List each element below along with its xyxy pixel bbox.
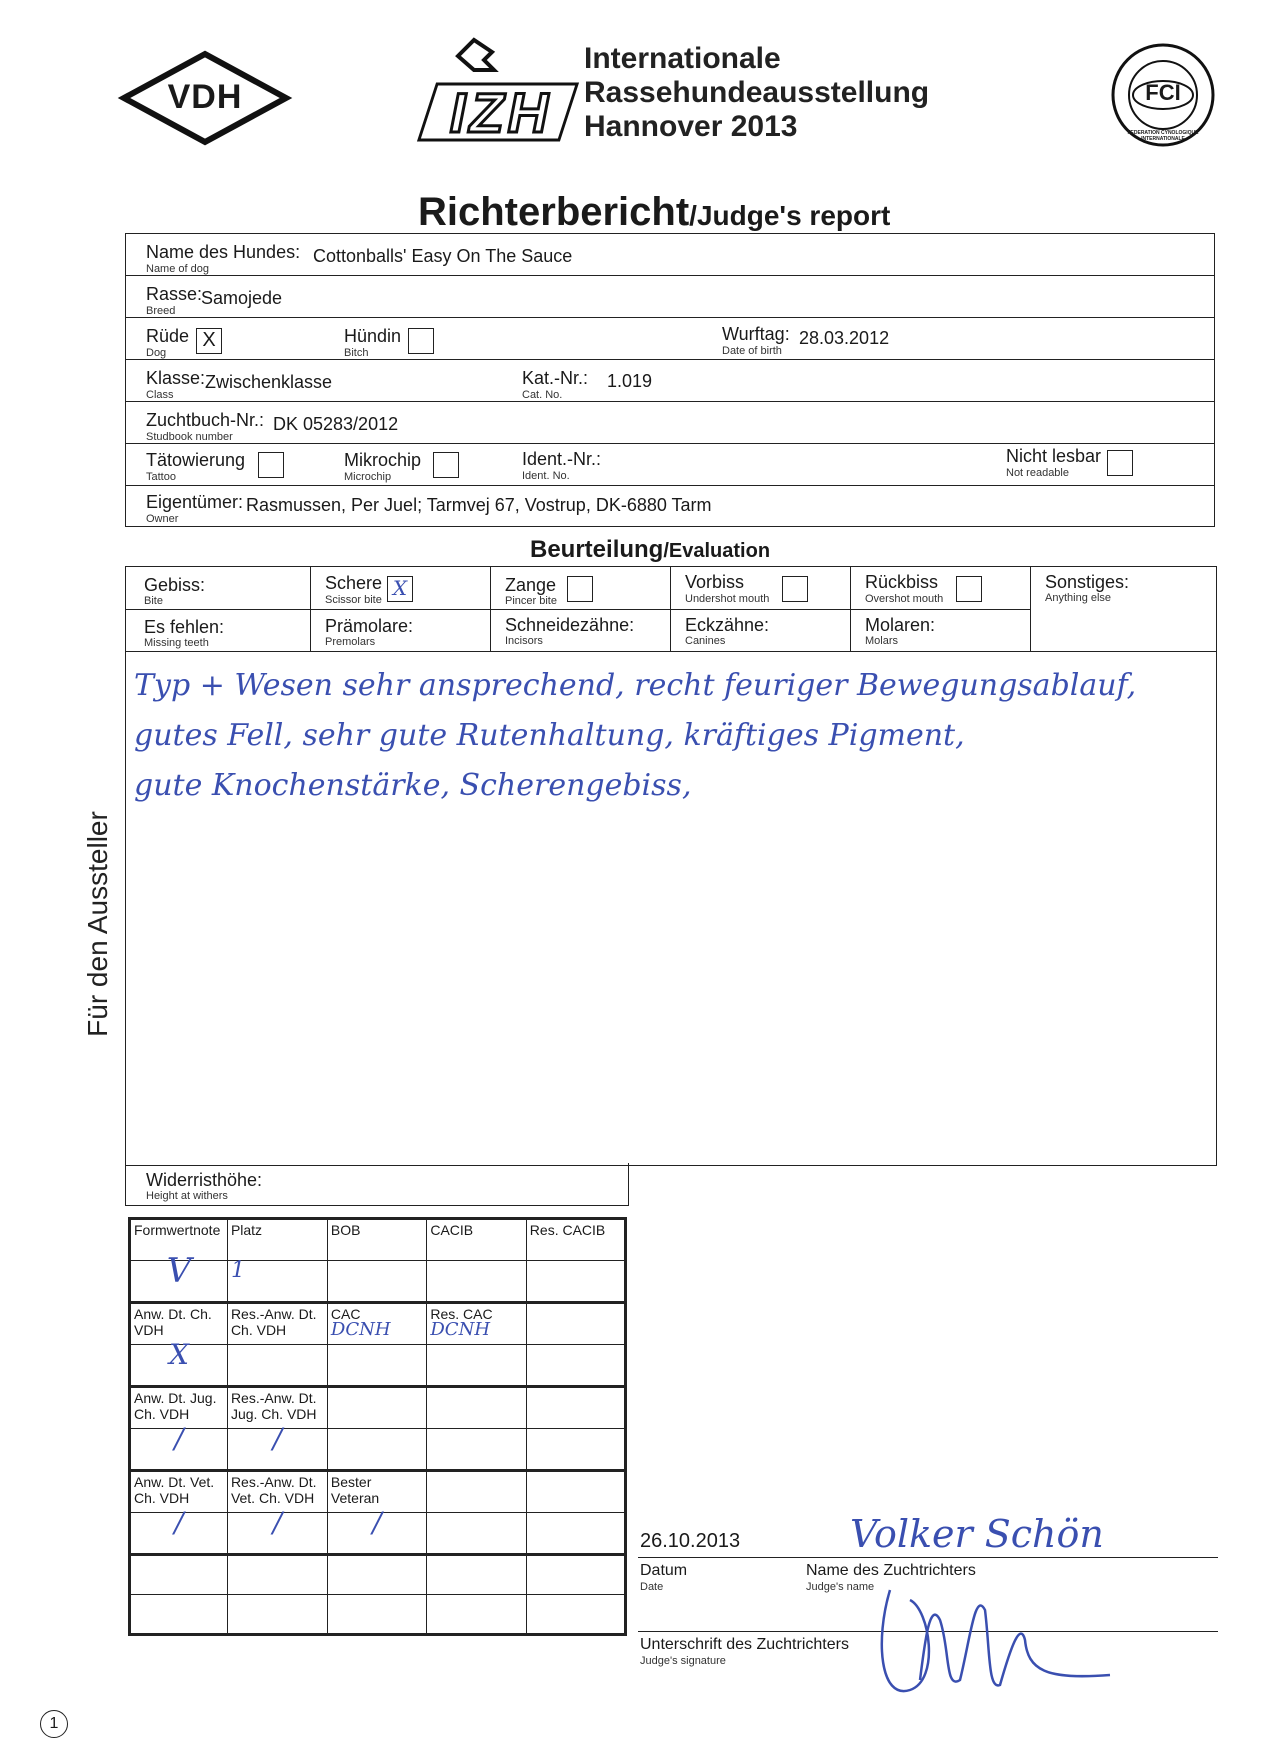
award-header-res-anw-dt-ch: Res.-Anw. Dt. Ch. VDH — [227, 1303, 327, 1345]
date-label: Datum — [640, 1562, 688, 1579]
award-header-empty-2 — [526, 1303, 625, 1345]
microchip-checkbox[interactable] — [433, 452, 459, 478]
show-title — [584, 42, 929, 144]
award-mark-res-anw-dt-ch[interactable] — [227, 1345, 327, 1387]
izh-logo — [418, 36, 578, 146]
breed-sub: Breed — [146, 305, 176, 317]
award-header-empty-4b — [526, 1471, 625, 1513]
award-header-best-veteran: Bester Veteran — [327, 1471, 426, 1513]
microchip-sub: Microchip — [344, 471, 392, 483]
handwriting-line-3: gute Knochenstärke, Scherengebiss, — [134, 768, 692, 803]
premolars-sub: Premolars — [325, 636, 376, 648]
award-mark-cac[interactable] — [327, 1345, 426, 1387]
award-blank-4[interactable] — [427, 1555, 526, 1595]
bitch-checkbox[interactable] — [408, 328, 434, 354]
missing-teeth-label: Es fehlen: — [144, 617, 225, 637]
evaluation-box — [125, 566, 1217, 1166]
award-mark-res-cac[interactable] — [427, 1345, 526, 1387]
vdh-logo — [120, 50, 290, 146]
bitch-sub: Bitch — [344, 347, 369, 359]
dog-male-sub: Dog — [146, 347, 167, 359]
award-blank-3[interactable] — [327, 1555, 426, 1595]
missing-teeth-sub: Missing teeth — [144, 637, 209, 649]
report-title-sub: /Judge's report — [689, 200, 891, 231]
judge-name-label: Name des Zuchtrichters — [806, 1562, 976, 1579]
judge-signature[interactable] — [870, 1580, 1120, 1710]
award-mark-anw-dt-jug-ch[interactable]: / — [130, 1429, 228, 1471]
bite-sub: Bite — [144, 595, 163, 607]
award-blank-6[interactable] — [130, 1595, 228, 1635]
evaluation-title-main: Beurteilung — [530, 536, 664, 563]
award-blank-10[interactable] — [526, 1595, 625, 1635]
judge-name-sub: Judge's name — [806, 1581, 875, 1593]
award-mark-best-veteran[interactable]: / — [327, 1513, 426, 1555]
show-title-line-3: Hannover 2013 — [584, 110, 798, 143]
signature-label: Unterschrift des Zuchtrichters — [640, 1636, 849, 1653]
award-mark-res-cacib[interactable] — [526, 1261, 625, 1303]
anything-else-label: Sonstiges: — [1045, 572, 1130, 592]
cat-value[interactable]: 1.019 — [607, 371, 653, 391]
studbook-label: Zuchtbuch-Nr.: — [146, 410, 265, 430]
handwriting-line-1: Typ + Wesen sehr ansprechend, recht feuriger Bewegungsablauf, — [134, 668, 1137, 703]
pincer-sub: Pincer bite — [505, 595, 557, 607]
award-header-platz: Platz — [227, 1219, 327, 1261]
dog-name-sub: Name of dog — [146, 263, 209, 275]
handwriting-line-2: gutes Fell, sehr gute Rutenhaltung, kräftiges Pigment, — [134, 718, 965, 753]
award-mark-empty-2[interactable] — [526, 1345, 625, 1387]
award-mark-anw-dt-vet-ch[interactable]: / — [130, 1513, 228, 1555]
owner-value[interactable]: Rasmussen, Per Juel; Tarmvej 67, Vostrup, DK-6880 Tarm — [246, 495, 712, 515]
height-box — [125, 1163, 629, 1206]
microchip-label: Mikrochip — [344, 450, 422, 470]
dob-sub: Date of birth — [722, 345, 782, 357]
award-header-empty-3c — [526, 1387, 625, 1429]
award-header-empty-3a — [327, 1387, 426, 1429]
ident-sub: Ident. No. — [522, 470, 570, 482]
anything-else-sub: Anything else — [1045, 592, 1112, 604]
molars-sub: Molars — [865, 635, 899, 647]
ident-label: Ident.-Nr.: — [522, 449, 602, 469]
class-sub: Class — [146, 389, 174, 401]
page-number-badge — [40, 1710, 68, 1738]
scissor-label: Schere — [325, 573, 383, 593]
cat-sub: Cat. No. — [522, 389, 563, 401]
date-value[interactable]: 26.10.2013 — [640, 1530, 741, 1552]
not-readable-checkbox[interactable] — [1107, 450, 1133, 476]
show-title-line-2: Rassehundeausstellung — [584, 76, 930, 109]
award-header-cac — [327, 1303, 426, 1345]
breed-value[interactable]: Samojede — [201, 288, 283, 308]
report-title-main: Richterbericht — [418, 190, 690, 234]
award-mark-empty-3a[interactable] — [327, 1429, 426, 1471]
award-mark-res-anw-dt-jug-ch[interactable]: / — [227, 1429, 327, 1471]
award-mark-platz[interactable]: 1 — [227, 1261, 327, 1303]
undershot-label: Vorbiss — [685, 572, 745, 592]
award-blank-2[interactable] — [227, 1555, 327, 1595]
show-title-line-1: Internationale — [584, 42, 781, 75]
undershot-checkbox[interactable] — [782, 576, 808, 602]
evaluation-handwriting[interactable] — [134, 661, 1204, 811]
award-header-empty-3b — [427, 1387, 526, 1429]
height-label: Widerristhöhe: — [146, 1170, 263, 1190]
fci-text: FCI — [1145, 80, 1181, 105]
award-header-res-anw-dt-jug-ch: Res.-Anw. Dt. Jug. Ch. VDH — [227, 1387, 327, 1429]
page-number: 1 — [49, 1715, 59, 1732]
not-readable-label: Nicht lesbar — [1006, 446, 1102, 466]
cat-label: Kat.-Nr.: — [522, 368, 589, 388]
class-label: Klasse: — [146, 368, 206, 388]
award-mark-empty-4a[interactable] — [427, 1513, 526, 1555]
canines-label: Eckzähne: — [685, 615, 770, 635]
fci-logo — [1110, 42, 1216, 148]
date-sub: Date — [640, 1581, 664, 1593]
height-sub: Height at withers — [146, 1190, 228, 1202]
undershot-sub: Undershot mouth — [685, 593, 770, 605]
incisors-sub: Incisors — [505, 635, 543, 647]
owner-sub: Owner — [146, 513, 179, 525]
scissor-checkbox[interactable]: X — [387, 576, 413, 602]
report-title — [418, 190, 890, 235]
tattoo-label: Tätowierung — [146, 450, 246, 470]
overshot-label: Rückbiss — [865, 572, 939, 592]
overshot-sub: Overshot mouth — [865, 593, 944, 605]
izh-text: IZH — [449, 81, 553, 144]
bite-label: Gebiss: — [144, 575, 206, 595]
not-readable-sub: Not readable — [1006, 467, 1069, 479]
side-label: Für den Aussteller — [82, 811, 113, 1037]
dog-name-label: Name des Hundes: — [146, 242, 301, 262]
evaluation-title — [530, 536, 770, 564]
dob-label: Wurftag: — [722, 324, 790, 344]
molars-label: Molaren: — [865, 615, 936, 635]
award-mark-bob[interactable] — [327, 1261, 426, 1303]
award-mark-formwertnote[interactable]: V — [130, 1261, 228, 1303]
pincer-label: Zange — [505, 575, 557, 595]
studbook-sub: Studbook number — [146, 431, 233, 443]
incisors-label: Schneidezähne: — [505, 615, 635, 635]
owner-label: Eigentümer: — [146, 492, 244, 512]
canines-sub: Canines — [685, 635, 726, 647]
awards-table — [128, 1217, 627, 1636]
dog-name-value[interactable]: Cottonballs' Easy On The Sauce — [313, 246, 573, 266]
overshot-checkbox[interactable] — [956, 576, 982, 602]
premolars-label: Prämolare: — [325, 616, 414, 636]
dog-male-checkbox[interactable]: X — [196, 328, 222, 354]
tattoo-sub: Tattoo — [146, 471, 176, 483]
scissor-sub: Scissor bite — [325, 594, 382, 606]
award-header-empty-4a — [427, 1471, 526, 1513]
award-blank-8[interactable] — [327, 1595, 426, 1635]
signature-sub: Judge's signature — [640, 1655, 726, 1667]
dob-value[interactable]: 28.03.2012 — [799, 328, 890, 348]
award-blank-5[interactable] — [526, 1555, 625, 1595]
award-header-res-anw-dt-vet-ch: Res.-Anw. Dt. Vet. Ch. VDH — [227, 1471, 327, 1513]
award-res-cac-country[interactable]: DCNH — [430, 1319, 491, 1340]
award-blank-9[interactable] — [427, 1595, 526, 1635]
tattoo-checkbox[interactable] — [258, 452, 284, 478]
award-cac-label: CAC — [330, 1306, 361, 1322]
award-mark-empty-4b[interactable] — [526, 1513, 625, 1555]
award-header-res-cac — [427, 1303, 526, 1345]
award-header-cacib: CACIB — [427, 1219, 526, 1261]
award-mark-res-anw-dt-vet-ch[interactable]: / — [227, 1513, 327, 1555]
award-mark-empty-3c[interactable] — [526, 1429, 625, 1471]
award-header-formwertnote: Formwertnote — [130, 1219, 228, 1261]
award-header-bob: BOB — [327, 1219, 426, 1261]
award-header-anw-dt-ch: Anw. Dt. Ch. VDH — [130, 1303, 228, 1345]
bitch-label: Hündin — [344, 326, 402, 346]
pincer-checkbox[interactable] — [567, 576, 593, 602]
fci-ring-text: FEDERATION CYNOLOGIQUE INTERNATIONALE — [1127, 130, 1199, 142]
evaluation-title-sub: /Evaluation — [663, 540, 771, 562]
award-mark-cacib[interactable] — [427, 1261, 526, 1303]
dog-data-box — [125, 233, 1215, 527]
award-mark-empty-3b[interactable] — [427, 1429, 526, 1471]
judge-name-value[interactable]: Volker Schön — [850, 1512, 1104, 1556]
award-blank-1[interactable] — [130, 1555, 228, 1595]
award-res-cac-label: Res. CAC — [430, 1306, 493, 1322]
award-blank-7[interactable] — [227, 1595, 327, 1635]
breed-label: Rasse: — [146, 284, 203, 304]
award-header-anw-dt-vet-ch: Anw. Dt. Vet. Ch. VDH — [130, 1471, 228, 1513]
dog-male-label: Rüde — [146, 326, 190, 346]
award-cac-country[interactable]: DCNH — [330, 1319, 391, 1340]
award-mark-anw-dt-ch[interactable]: X — [130, 1345, 228, 1387]
vdh-text: VDH — [167, 78, 243, 116]
award-header-res-cacib: Res. CACIB — [526, 1219, 625, 1261]
studbook-value[interactable]: DK 05283/2012 — [273, 414, 399, 434]
class-value[interactable]: Zwischenklasse — [205, 372, 333, 392]
award-header-anw-dt-jug-ch: Anw. Dt. Jug. Ch. VDH — [130, 1387, 228, 1429]
